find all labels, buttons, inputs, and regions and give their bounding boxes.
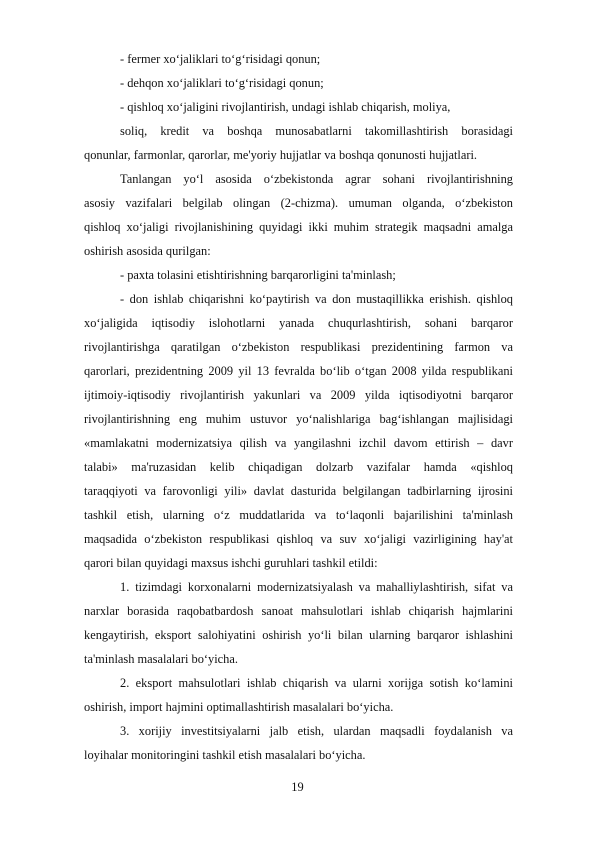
text-line: «mamlakatni modernizatsiya qilish va yangilashni izchil davom ettirish – davr <box>84 436 513 450</box>
text-line: - don ishlab chiqarishni ko‘paytirish va don mustaqillikka erishish. qishloq <box>120 292 513 306</box>
text-line: - dehqon xo‘jaliklari to‘g‘risidagi qonun; <box>120 76 324 90</box>
text-line: qarorlari, prezidentning 2009 yil 13 fevralda bo‘lib o‘tgan 2008 yilda respublikani <box>84 364 513 378</box>
text-line: qarori bilan quyidagi maxsus ishchi guruhlari tashkil etildi: <box>84 556 378 570</box>
text-line: 1. tizimdagi korxonalarni modernizatsiyalash va mahalliylashtirish, sifat va <box>120 580 513 594</box>
text-line: - paxta tolasini etishtirishning barqarorligini ta'minlash; <box>120 268 396 282</box>
text-line: 3. xorijiy investitsiyalarni jalb etish, ulardan maqsadli foydalanish va <box>120 724 513 738</box>
text-line: soliq, kredit va boshqa munosabatlarni takomillashtirish borasidagi <box>120 124 513 138</box>
text-line: talabi» ma'ruzasidan kelib chiqadigan dolzarb vazifalar hamda «qishloq <box>84 460 513 474</box>
text-line: - fermer xo‘jaliklari to‘g‘risidagi qonun; <box>120 52 321 66</box>
text-line: narxlar borasida raqobatbardosh sanoat mahsulotlari ishlab chiqarish hajmlarini <box>84 604 513 618</box>
text-line: kengaytirish, eksport salohiyatini oshirish yo‘li bilan ularning barqaror ishlashini <box>84 628 513 642</box>
text-line: rivojlantirishning eng muhim ustuvor yo‘nalishlariga bag‘ishlangan majlisidagi <box>84 412 513 426</box>
text-line: tashkil etish, ularning o‘z muddatlarida va to‘laqonli bajarilishini ta'minlash <box>84 508 513 522</box>
text-line: Tanlangan yo‘l asosida o‘zbekistonda agrar sohani rivojlantirishning <box>120 172 513 186</box>
text-line: qonunlar, farmonlar, qarorlar, me'yoriy hujjatlar va boshqa qonunosti hujjatlari. <box>84 148 478 162</box>
text-line: asosiy vazifalari belgilab olingan (2-chizma). umuman olganda, o‘zbekiston <box>84 196 513 210</box>
text-line: ijtimoiy-iqtisodiy rivojlantirish yakunlari va 2009 yilda iqtisodiyotni barqaror <box>84 388 513 402</box>
text-line: oshirish, import hajmini optimallashtirish masalalari bo‘yicha. <box>84 700 394 714</box>
text-line: ta'minlash masalalari bo‘yicha. <box>84 652 238 666</box>
text-line: oshirish asosida qurilgan: <box>84 244 211 258</box>
page-number: 19 <box>291 780 304 794</box>
text-line: 2. eksport mahsulotlari ishlab chiqarish va ularni xorijga sotish ko‘lamini <box>120 676 513 690</box>
text-line: rivojlantirishga qaratilgan o‘zbekiston respublikasi prezidentining farmon va <box>84 340 513 354</box>
text-line: xo‘jaligida iqtisodiy islohotlarni yanada chuqurlashtirish, sohani barqaror <box>84 316 513 330</box>
text-line: taraqqiyoti va farovonligi yili» davlat dasturida belgilangan tadbirlarning ijrosini <box>84 484 513 498</box>
text-line: loyihalar monitoringini tashkil etish masalalari bo‘yicha. <box>84 748 366 762</box>
text-line: maqsadida o‘zbekiston respublikasi qishloq va suv xo‘jaligi vazirligining hay'at <box>84 532 513 546</box>
text-line: qishloq xo‘jaligi rivojlanishining quyidagi ikki muhim strategik maqsadni amalga <box>84 220 513 234</box>
text-line: - qishloq xo‘jaligini rivojlantirish, undagi ishlab chiqarish, moliya, <box>120 100 451 114</box>
